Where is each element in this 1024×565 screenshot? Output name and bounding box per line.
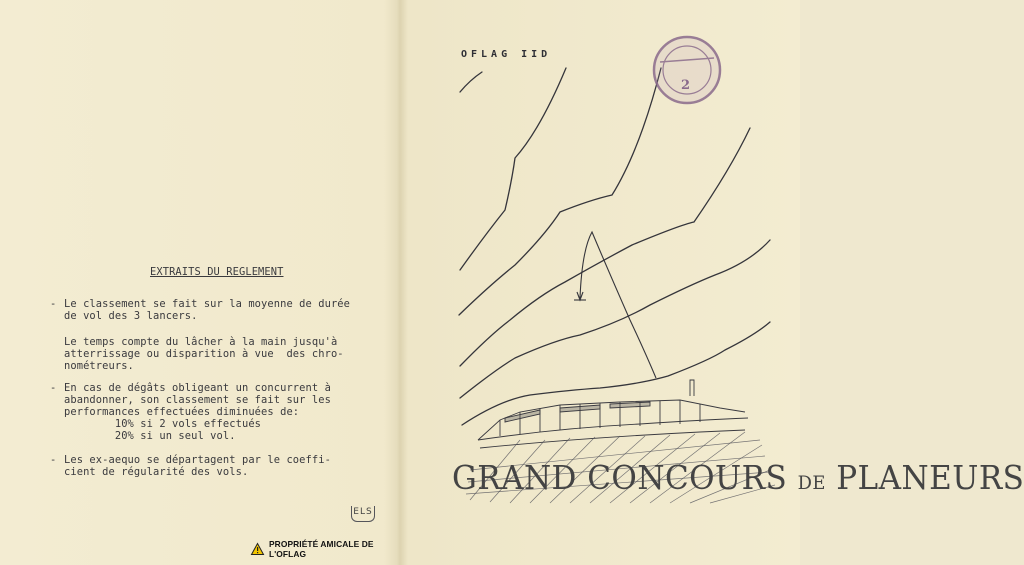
flight-arc [460, 68, 566, 270]
flight-arc [462, 322, 770, 425]
flight-arc [460, 128, 750, 366]
oflag-label: OFLAG IID [461, 49, 552, 60]
rule-text: Les ex-aequo se départagent par le coeffi- cient de régularité des vols. [64, 454, 331, 478]
stamp-number: 2 [681, 78, 691, 93]
flight-arc [459, 68, 661, 315]
cover-title-part: GRAND CONCOURS [452, 458, 788, 497]
rule-text: En cas de dégâts obligeant un concurrent à abandonner, son classement se fait sur les performances effectuées diminuées de: 10% si 2 vols effectués 20% si un seul vol. [64, 382, 331, 442]
flight-arc [460, 240, 770, 398]
warning-icon [251, 543, 264, 555]
postal-stamp [654, 37, 720, 103]
rule-text: Le temps compte du lâcher à la main jusqu'à atterrissage ou disparition à vue des chro- nométreurs. [64, 336, 344, 372]
cover-title-part: DE [797, 472, 826, 494]
rule-bullet: - [50, 382, 57, 394]
flight-arc [460, 72, 482, 92]
property-notice-text: PROPRIÉTÉ AMICALE DE L'OFLAG [269, 539, 374, 559]
property-notice [251, 539, 398, 559]
rules-title: EXTRAITS DU REGLEMENT [150, 266, 284, 278]
cover-title [452, 458, 1024, 497]
left-page [0, 0, 398, 565]
rule-bullet: - [50, 454, 57, 466]
glider-trajectory [580, 232, 656, 378]
cover-title-part: PLANEURS [836, 458, 1024, 497]
rule-bullet: - [50, 298, 57, 310]
rule-text: Le classement se fait sur la moyenne de durée de vol des 3 lancers. [64, 298, 351, 322]
els-logo: ELS [351, 506, 375, 522]
camp-landscape [478, 380, 748, 448]
